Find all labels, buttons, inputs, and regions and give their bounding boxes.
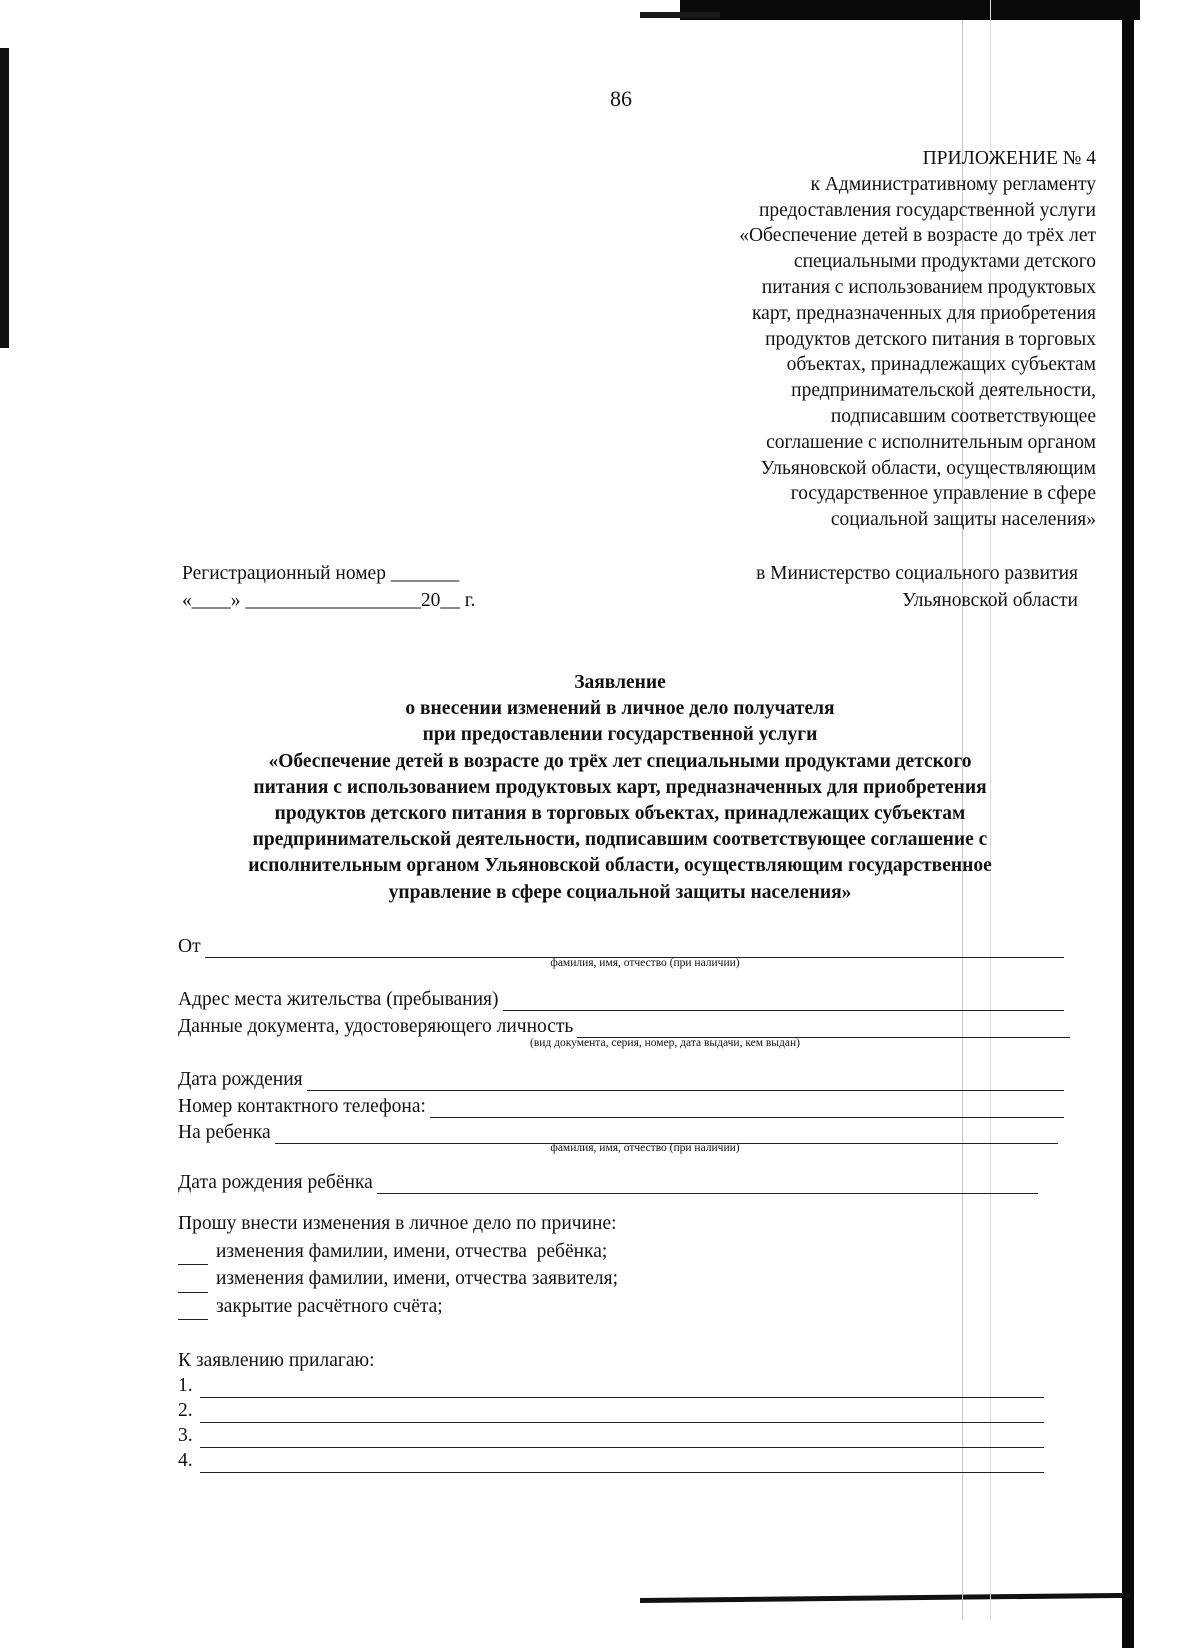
reason-option-label: изменения фамилии, имени, отчества заявителя;	[216, 1268, 619, 1289]
registration-block	[182, 560, 475, 614]
birth-date-field[interactable]	[178, 1065, 1064, 1091]
statement-line: предпринимательской деятельности, подписавшим соответствующее соглашение с	[252, 829, 988, 851]
address-label: Адрес места жительства (пребывания)	[178, 989, 499, 1010]
appendix-line: Ульяновской области, осуществляющим	[760, 457, 1096, 479]
reasons-intro: Прошу внести изменения в личное дело по причине:	[178, 1213, 617, 1234]
attachment-number: 3.	[178, 1425, 193, 1446]
attachment-row[interactable]	[178, 1423, 1044, 1448]
reason-checkbox-blank[interactable]	[178, 1244, 208, 1265]
appendix-line: соглашение с исполнительным органом	[766, 431, 1096, 453]
recipient-line: Ульяновской области	[902, 590, 1078, 611]
appendix-line: питания с использованием продуктовых	[761, 276, 1096, 298]
appendix-line: предпринимательской деятельности,	[791, 380, 1096, 402]
birth-date-label: Дата рождения	[178, 1069, 303, 1090]
address-field[interactable]	[178, 985, 1064, 1011]
attachment-input-line[interactable]	[200, 1403, 1044, 1423]
id-document-hint: (вид документа, серия, номер, дата выдачи, кем выдан)	[530, 1037, 800, 1049]
attachment-number: 2.	[178, 1400, 193, 1421]
reason-checkbox-blank[interactable]	[178, 1272, 208, 1293]
reason-option-label: закрытие расчётного счёта;	[216, 1295, 443, 1317]
attachment-number: 4.	[178, 1450, 193, 1471]
birth-date-input-line[interactable]	[307, 1070, 1064, 1091]
appendix-line: предоставления государственной услуги	[758, 199, 1096, 221]
statement-line: питания с использованием продуктовых карт, предназначенных для приобретения	[253, 776, 987, 798]
scan-edge-top-shadow	[640, 12, 720, 18]
phone-field[interactable]	[178, 1092, 1064, 1118]
scan-edge-right	[1122, 0, 1134, 1648]
phone-label: Номер контактного телефона:	[178, 1096, 426, 1117]
registration-number: Регистрационный номер _______	[182, 563, 460, 584]
scan-edge-left	[0, 48, 9, 348]
from-label: От	[178, 936, 201, 957]
appendix-line: к Административному регламенту	[810, 173, 1096, 195]
statement-line: исполнительным органом Ульяновской области, осуществляющим государственное	[248, 855, 992, 877]
attachment-number: 1.	[178, 1375, 193, 1396]
reasons-block	[178, 1210, 618, 1320]
statement-line: при предоставлении государственной услуги	[422, 724, 818, 746]
recipient-block	[756, 560, 1078, 614]
attachment-input-line[interactable]	[200, 1453, 1044, 1473]
attachment-input-line[interactable]	[200, 1378, 1044, 1398]
appendix-line: подписавшим соответствующее	[830, 405, 1096, 427]
statement-title	[120, 670, 1120, 906]
appendix-line: объектах, принадлежащих субъектам	[786, 354, 1096, 376]
from-field[interactable]	[178, 932, 1064, 958]
from-hint: фамилия, имя, отчество (при наличии)	[550, 957, 740, 969]
child-birth-date-input-line[interactable]	[377, 1173, 1038, 1194]
reason-option[interactable]	[178, 1293, 618, 1321]
registration-date: «____» __________________20__ г.	[182, 590, 476, 611]
appendix-line: социальной защиты населения»	[830, 509, 1096, 531]
child-birth-date-field[interactable]	[178, 1168, 1038, 1194]
child-label: На ребенка	[178, 1122, 271, 1143]
appendix-line: государственное управление в сфере	[790, 483, 1096, 505]
child-input-line[interactable]	[275, 1123, 1058, 1144]
page-number: 86	[610, 86, 632, 111]
appendix-line: карт, предназначенных для приобретения	[751, 302, 1096, 324]
child-birth-date-label: Дата рождения ребёнка	[178, 1172, 373, 1193]
statement-line: «Обеспечение детей в возрасте до трёх лет специальными продуктами детского	[268, 750, 972, 772]
attachment-row[interactable]	[178, 1398, 1044, 1423]
id-document-input-line[interactable]	[577, 1017, 1070, 1038]
attachments-label: К заявлению прилагаю:	[178, 1350, 375, 1371]
reason-option[interactable]	[178, 1265, 618, 1293]
reason-checkbox-blank[interactable]	[178, 1299, 208, 1320]
address-input-line[interactable]	[503, 990, 1064, 1011]
statement-line: о внесении изменений в личное дело получателя	[405, 698, 835, 720]
statement-line: управление в сфере социальной защиты населения»	[388, 881, 852, 903]
scan-edge-bottom	[640, 1593, 1130, 1603]
recipient-line: в Министерство социального развития	[756, 563, 1078, 584]
appendix-line: продуктов детского питания в торговых	[765, 328, 1096, 350]
appendix-line: «Обеспечение детей в возрасте до трёх лет	[739, 225, 1096, 247]
from-input-line[interactable]	[205, 937, 1064, 958]
appendix-line: специальными продуктами детского	[793, 251, 1096, 273]
appendix-title: ПРИЛОЖЕНИЕ № 4	[922, 148, 1096, 169]
reason-option-label: изменения фамилии, имени, отчества ребёнка;	[216, 1240, 608, 1262]
scan-edge-top	[680, 0, 1140, 20]
reason-option[interactable]	[178, 1238, 618, 1266]
appendix-header	[576, 146, 1096, 533]
child-field[interactable]	[178, 1118, 1058, 1144]
child-hint: фамилия, имя, отчество (при наличии)	[550, 1142, 740, 1154]
attachment-row[interactable]	[178, 1373, 1044, 1398]
attachment-input-line[interactable]	[200, 1428, 1044, 1448]
id-document-field[interactable]	[178, 1012, 1070, 1038]
statement-line: продуктов детского питания в торговых объектах, принадлежащих субъектам	[274, 803, 966, 825]
phone-input-line[interactable]	[430, 1097, 1064, 1118]
id-document-label: Данные документа, удостоверяющего личность	[178, 1016, 574, 1037]
attachments-block	[178, 1348, 1044, 1473]
attachment-row[interactable]	[178, 1448, 1044, 1473]
statement-heading: Заявление	[574, 672, 666, 693]
